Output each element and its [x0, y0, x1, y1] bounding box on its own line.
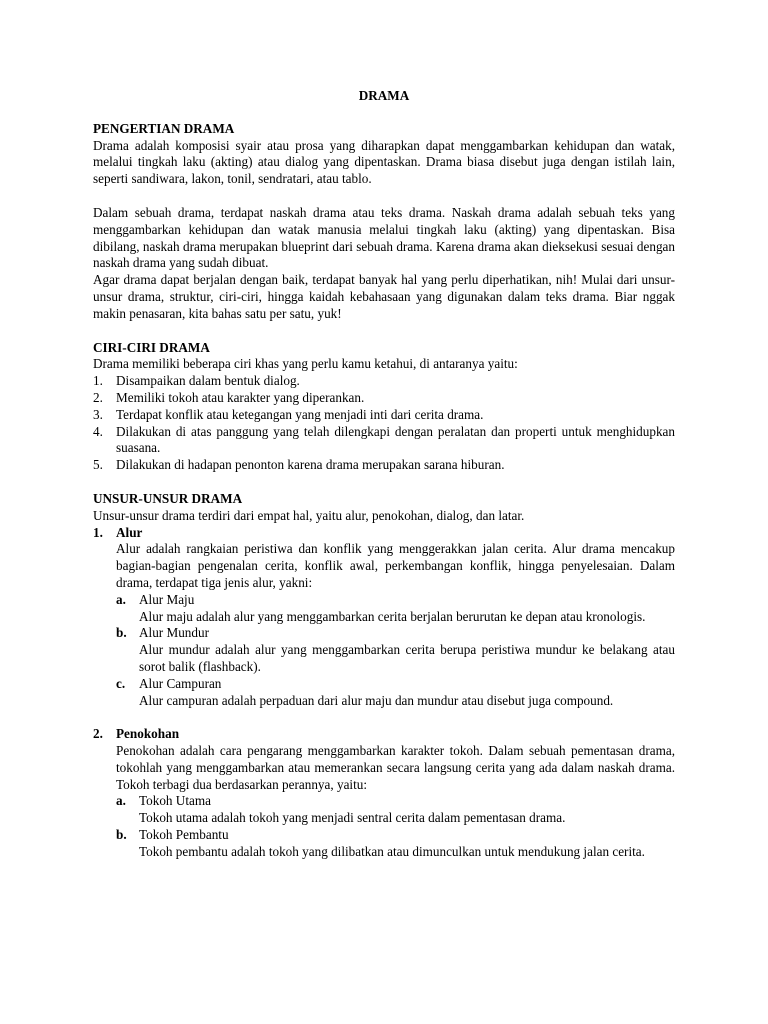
list-item	[93, 457, 675, 474]
sub-number: a.	[116, 591, 126, 607]
sub-text: Alur campuran adalah perpaduan dari alur maju dan mundur atau disebut juga compound.	[139, 692, 614, 708]
section-text: Alur adalah rangkaian peristiwa dan konflik yang menggerakkan jalan cerita. Alur drama mencakup bagian-bagian pengenalan cerita, konflik awal, perkembangan konflik, hingga penyelesaian. Dalam drama, terdapat tiga jenis alur, yakni:	[116, 541, 675, 590]
sub-title: Tokoh Pembantu	[139, 827, 229, 843]
list-text: Memiliki tokoh atau karakter yang diperankan.	[116, 389, 365, 405]
list-number: 5.	[93, 457, 103, 473]
list-item	[93, 390, 675, 407]
ciri-intro: Drama memiliki beberapa ciri khas yang perlu kamu ketahui, di antaranya yaitu:	[93, 356, 518, 372]
sub-text: Alur mundur adalah alur yang menggambarkan cerita berupa peristiwa mundur ke belakang atau sorot balik (flashback).	[139, 642, 675, 674]
heading-pengertian: PENGERTIAN DRAMA	[93, 120, 235, 136]
sub-text: Alur maju adalah alur yang menggambarkan cerita berjalan berurutan ke depan atau kronologis.	[139, 608, 646, 624]
section-title: Alur	[116, 524, 143, 540]
list-item	[93, 373, 675, 390]
sub-text: Tokoh pembantu adalah tokoh yang dilibatkan atau dimunculkan untuk mendukung jalan cerita.	[139, 843, 645, 859]
list-text: Dilakukan di atas panggung yang telah dilengkapi dengan peralatan dan properti untuk menghidupkan suasana.	[116, 423, 675, 456]
sub-number: c.	[116, 675, 126, 691]
list-text: Disampaikan dalam bentuk dialog.	[116, 373, 300, 389]
sub-item	[116, 676, 675, 710]
sub-title: Alur Campuran	[139, 675, 222, 691]
list-number: 4.	[93, 423, 103, 439]
document-page	[93, 88, 675, 861]
list-number: 2.	[93, 389, 103, 405]
sub-item	[116, 625, 675, 675]
section-number: 2.	[93, 726, 103, 742]
sub-item	[116, 592, 675, 626]
list-item	[93, 424, 675, 458]
sub-title: Alur Mundur	[139, 625, 209, 641]
sub-item	[116, 827, 675, 861]
sub-title: Tokoh Utama	[139, 793, 211, 809]
list-text: Terdapat konflik atau ketegangan yang menjadi inti dari cerita drama.	[116, 406, 484, 422]
section-alur	[93, 525, 675, 710]
section-title: Penokohan	[116, 726, 180, 742]
pengertian-paragraph-1: Drama adalah komposisi syair atau prosa yang diharapkan dapat menggambarkan kehidupan dan watak, melalui tingkah laku (akting) atau dialog yang dipentaskan. Drama biasa disebut juga dengan istilah lain, seperti sandiwara, lakon, tonil, sendratari, atau tablo.	[93, 137, 675, 187]
section-number: 1.	[93, 524, 103, 540]
sub-item	[116, 793, 675, 827]
heading-unsur: UNSUR-UNSUR DRAMA	[93, 490, 243, 506]
sub-title: Alur Maju	[139, 591, 195, 607]
sub-number: b.	[116, 625, 127, 641]
list-text: Dilakukan di hadapan penonton karena drama merupakan sarana hiburan.	[116, 457, 505, 473]
sub-text: Tokoh utama adalah tokoh yang menjadi sentral cerita dalam pementasan drama.	[139, 810, 566, 826]
ciri-list	[93, 373, 675, 474]
sub-number: a.	[116, 793, 126, 809]
list-number: 1.	[93, 373, 103, 389]
section-penokohan	[93, 726, 675, 860]
pengertian-paragraph-2: Dalam sebuah drama, terdapat naskah drama atau teks drama. Naskah drama adalah sebuah teks yang menggambarkan kehidupan dan watak manusia melalui tingkah laku (akting) yang dipentaskan. Bisa dibilang, naskah drama merupakan blueprint dari sebuah drama. Karena drama akan dieksekusi sesuai dengan naskah drama yang sudah dibuat.	[93, 204, 675, 271]
pengertian-paragraph-3: Agar drama dapat berjalan dengan baik, terdapat banyak hal yang perlu diperhatikan, nih! Mulai dari unsur-unsur drama, struktur, ciri-ciri, hingga kaidah kebahasaan yang digunakan dalam teks drama. Biar nggak makin penasaran, kita bahas satu per satu, yuk!	[93, 272, 675, 321]
list-number: 3.	[93, 406, 103, 422]
heading-ciri: CIRI-CIRI DRAMA	[93, 339, 210, 355]
sub-number: b.	[116, 827, 127, 843]
document-title: DRAMA	[358, 88, 410, 103]
section-text: Penokohan adalah cara pengarang menggambarkan karakter tokoh. Dalam sebuah pementasan drama, tokohlah yang menggambarkan atau memerankan secara langsung cerita yang ada dalam naskah drama. Tokoh terbagi dua berdasarkan perannya, yaitu:	[116, 743, 675, 792]
list-item	[93, 407, 675, 424]
unsur-intro: Unsur-unsur drama terdiri dari empat hal, yaitu alur, penokohan, dialog, dan latar.	[93, 507, 525, 523]
